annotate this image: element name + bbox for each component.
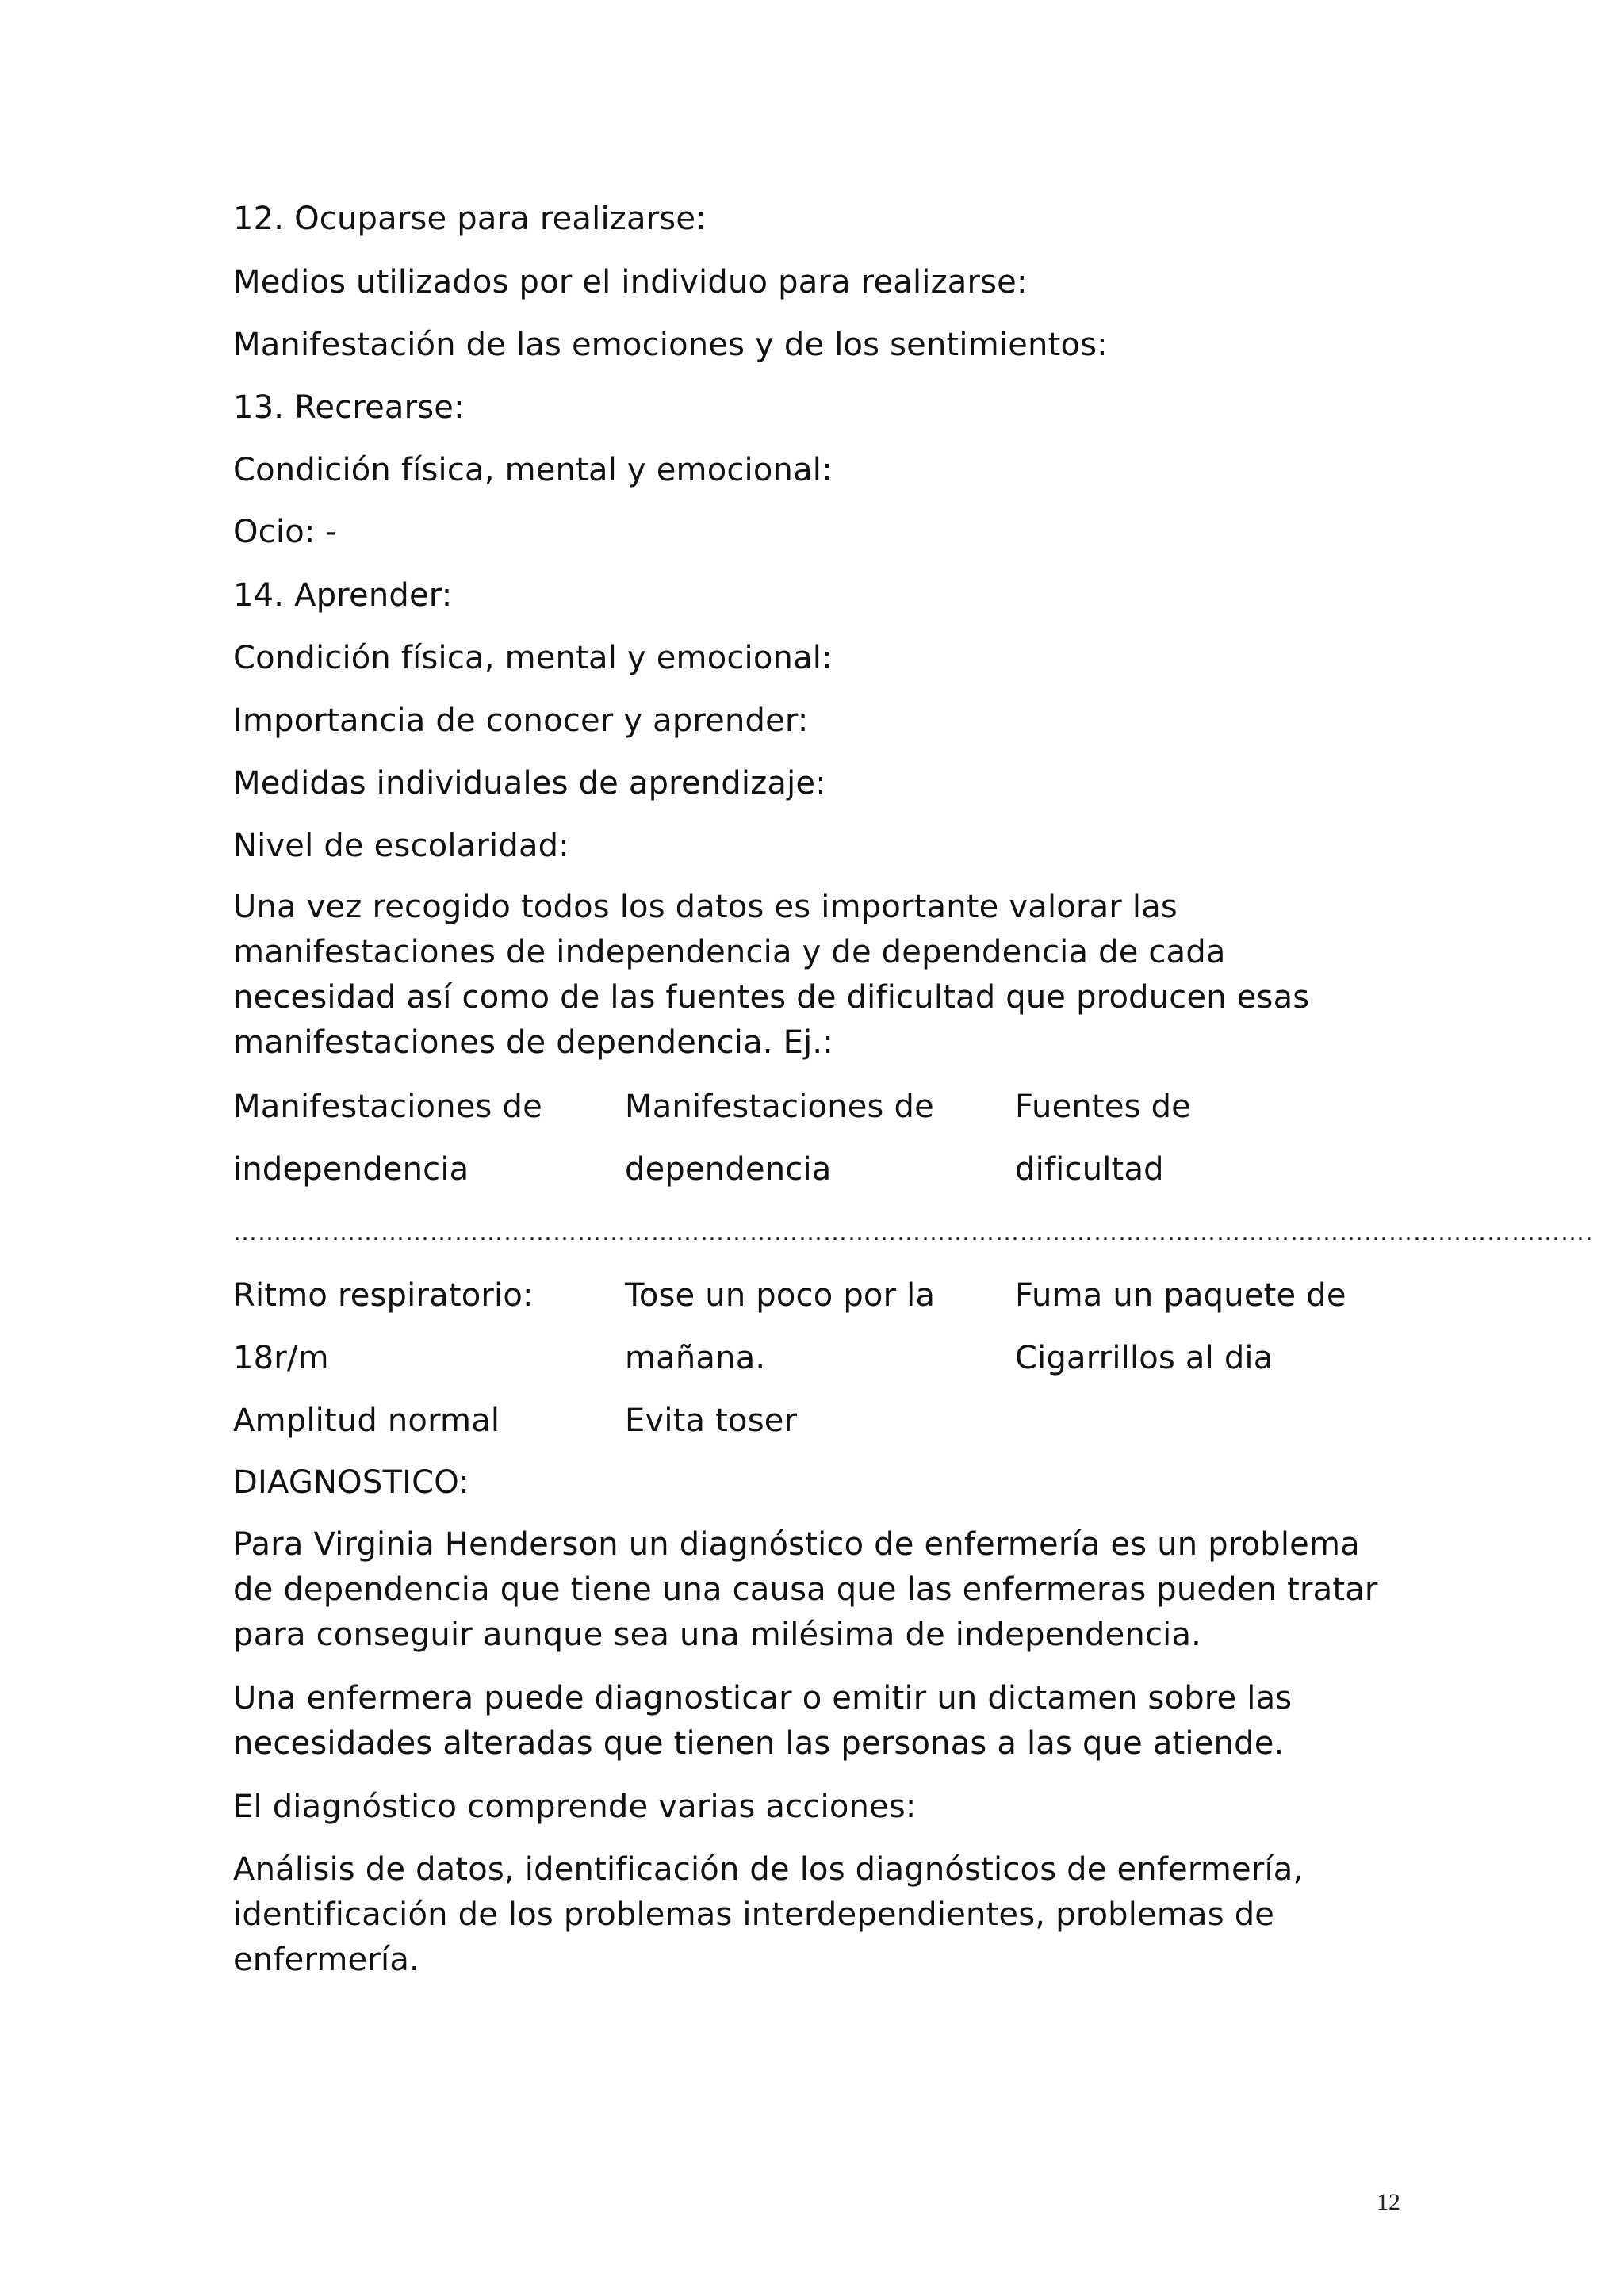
diagnostico-paragraph-definition: Para Virginia Henderson un diagnóstico de enfermería es un problema de dependencia que tiene una causa que las enfermeras pueden tratar para conseguir aunque sea una milésima de independencia. <box>233 1526 1378 1653</box>
table-cell-r2-c2: mañana. <box>625 1340 766 1376</box>
section-12-item-manifestacion: Manifestación de las emociones y de los sentimientos: <box>233 327 1108 363</box>
diagnostico-paragraph-acciones: El diagnóstico comprende varias acciones: <box>233 1789 917 1825</box>
table-header-dependencia-line2: dependencia <box>625 1151 832 1188</box>
section-12-title: 12. Ocuparse para realizarse: <box>233 201 707 237</box>
table-cell-r1-c3: Fuma un paquete de <box>1015 1277 1346 1314</box>
section-14-item-condicion: Condición física, mental y emocional: <box>233 640 833 676</box>
section-13-title: 13. Recrearse: <box>233 389 465 426</box>
table-cell-r3-c2: Evita toser <box>625 1402 798 1439</box>
table-header-fuentes-line1: Fuentes de <box>1015 1089 1191 1125</box>
section-13-item-ocio: Ocio: - <box>233 514 338 550</box>
table-header-fuentes-line2: dificultad <box>1015 1151 1164 1188</box>
section-14-item-importancia: Importancia de conocer y aprender: <box>233 702 809 739</box>
table-header-independencia-line1: Manifestaciones de <box>233 1089 542 1125</box>
section-14-item-medidas: Medidas individuales de aprendizaje: <box>233 765 826 802</box>
diagnostico-paragraph-enfermera: Una enfermera puede diagnosticar o emitir un dictamen sobre las necesidades alteradas que tienen las personas a las que atiende. <box>233 1680 1293 1762</box>
page-number: 12 <box>1377 2189 1400 2215</box>
section-14-item-nivel: Nivel de escolaridad: <box>233 828 569 864</box>
table-cell-r2-c1: 18r/m <box>233 1340 329 1376</box>
table-cell-r2-c3: Cigarrillos al dia <box>1015 1340 1274 1376</box>
table-cell-r1-c2: Tose un poco por la <box>625 1277 936 1314</box>
table-dotted-separator: …………………………………………………………………………………………………………………………………………………. <box>233 1219 1594 1246</box>
table-header-dependencia-line1: Manifestaciones de <box>625 1089 934 1125</box>
section-12-item-medios: Medios utilizados por el individuo para realizarse: <box>233 264 1028 300</box>
intro-paragraph: Una vez recogido todos los datos es importante valorar las manifestaciones de independencia y de dependencia de cada necesidad así como de las fuentes de dificultad que producen esas manifestaciones de dependencia. Ej.: <box>233 889 1310 1061</box>
section-14-title: 14. Aprender: <box>233 577 453 614</box>
table-header-independencia-line2: independencia <box>233 1151 469 1188</box>
diagnostico-heading: DIAGNOSTICO: <box>233 1464 469 1501</box>
table-cell-r1-c1: Ritmo respiratorio: <box>233 1277 534 1314</box>
diagnostico-paragraph-analisis: Análisis de datos, identificación de los diagnósticos de enfermería, identificación de los problemas interdependientes, problemas de enfermería. <box>233 1851 1304 1978</box>
section-13-item-condicion: Condición física, mental y emocional: <box>233 452 833 488</box>
table-cell-r3-c1: Amplitud normal <box>233 1402 500 1439</box>
